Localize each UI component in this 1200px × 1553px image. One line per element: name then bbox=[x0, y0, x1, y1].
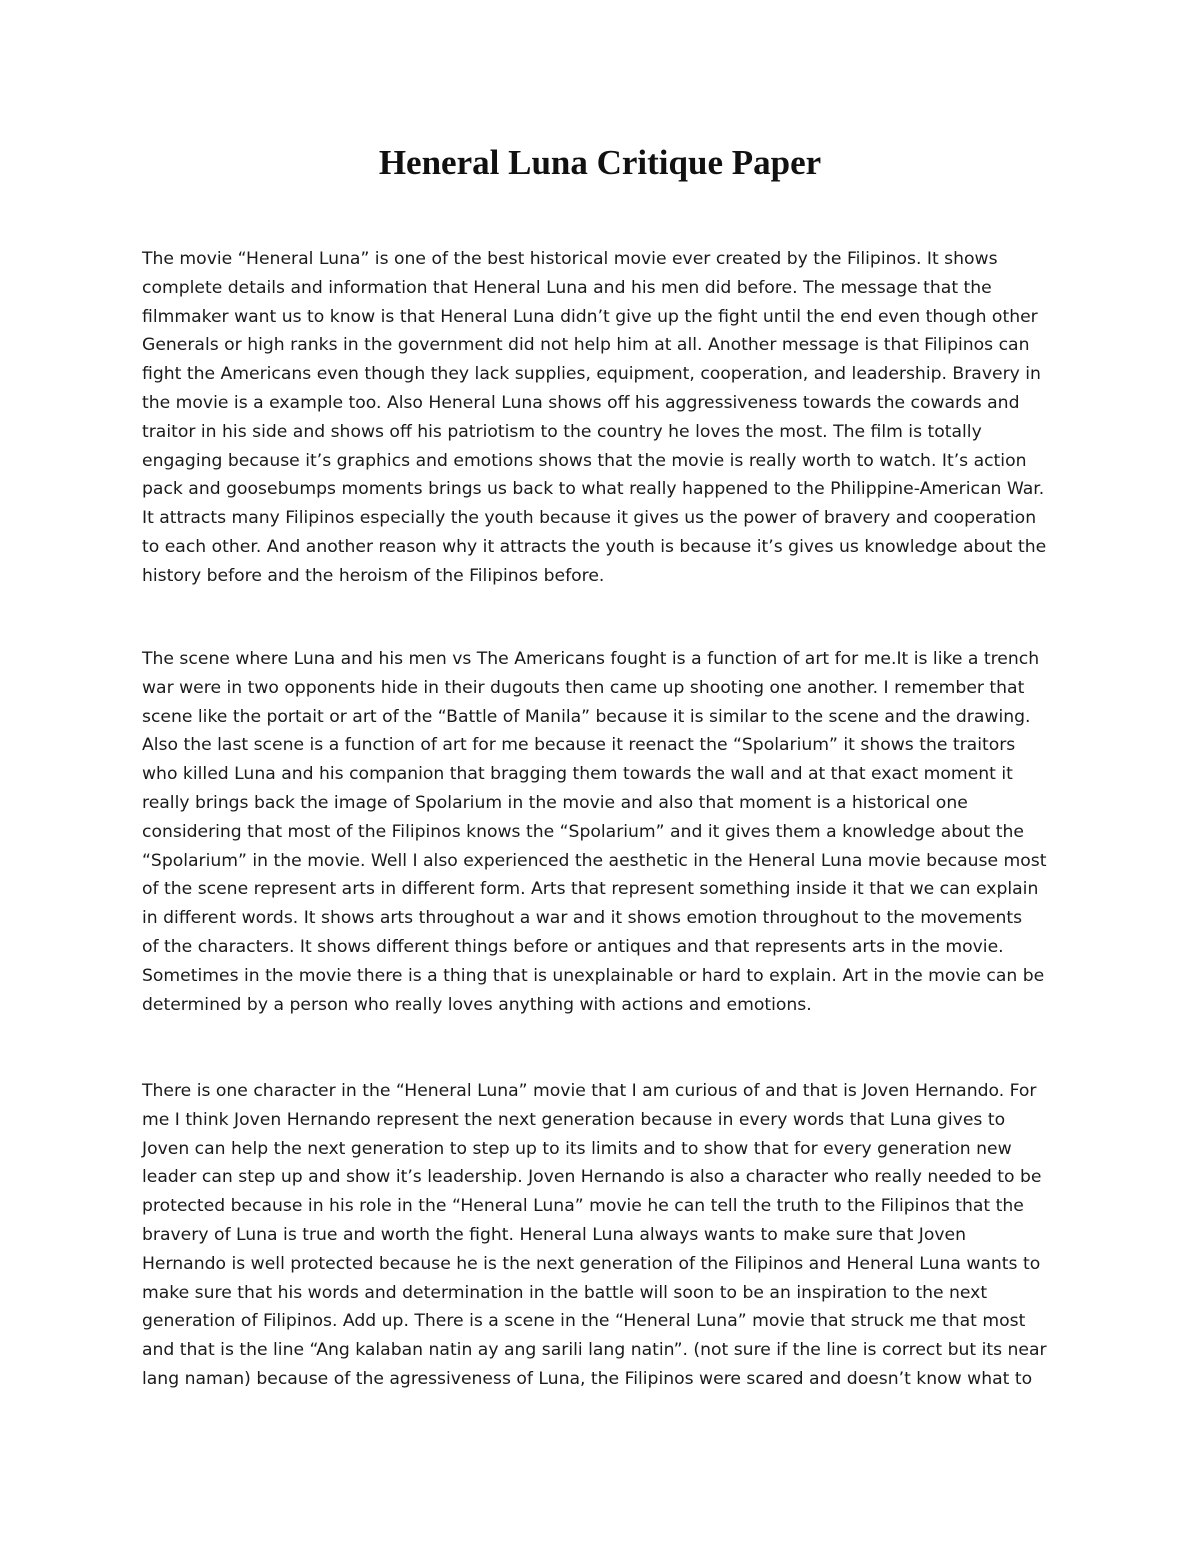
text-line: bravery of Luna is true and worth the fight. Heneral Luna always wants to make sure that Joven bbox=[142, 1224, 966, 1245]
text-line: and that is the line “Ang kalaban natin ay ang sarili lang natin”. (not sure if the line is correct but its near bbox=[142, 1340, 1047, 1361]
text-line: protected because in his role in the “Heneral Luna” movie he can tell the truth to the Filipinos that the bbox=[142, 1196, 1024, 1217]
text-line: engaging because it’s graphics and emotions shows that the movie is really worth to watch. It’s action bbox=[142, 450, 1027, 471]
text-line: Hernando is well protected because he is the next generation of the Filipinos and Heneral Luna wants to bbox=[142, 1253, 1041, 1274]
paragraph-1 bbox=[142, 245, 1062, 591]
text-line: Sometimes in the movie there is a thing that is unexplainable or hard to explain. Art in the movie can be bbox=[142, 965, 1045, 986]
text-line: scene like the portait or art of the “Battle of Manila” because it is similar to the scene and the drawing. bbox=[142, 706, 1031, 727]
text-line: Generals or high ranks in the government did not help him at all. Another message is that Filipinos can bbox=[142, 335, 1030, 356]
text-line: history before and the heroism of the Filipinos before. bbox=[142, 565, 605, 586]
text-line: pack and goosebumps moments brings us back to what really happened to the Philippine-American War. bbox=[142, 479, 1045, 500]
text-line: Also the last scene is a function of art for me because it reenact the “Spolarium” it shows the traitors bbox=[142, 735, 1016, 756]
text-line: really brings back the image of Spolarium in the movie and also that moment is a historical one bbox=[142, 792, 968, 813]
text-line: generation of Filipinos. Add up. There is a scene in the “Heneral Luna” movie that struck me that most bbox=[142, 1311, 1026, 1332]
text-line: It attracts many Filipinos especially the youth because it gives us the power of bravery and cooperation bbox=[142, 508, 1037, 529]
text-line: of the characters. It shows different things before or antiques and that represents arts in the movie. bbox=[142, 936, 1004, 957]
text-line: “Spolarium” in the movie. Well I also experienced the aesthetic in the Heneral Luna movie because most bbox=[142, 850, 1047, 871]
text-line: Joven can help the next generation to step up to its limits and to show that for every generation new bbox=[142, 1138, 1012, 1159]
text-line: make sure that his words and determination in the battle will soon to be an inspiration to the next bbox=[142, 1282, 988, 1303]
text-line: who killed Luna and his companion that bragging them towards the wall and at that exact moment it bbox=[142, 764, 1013, 785]
text-line: There is one character in the “Heneral Luna” movie that I am curious of and that is Joven Hernando. For bbox=[142, 1081, 1037, 1101]
text-line: considering that most of the Filipinos knows the “Spolarium” and it gives them a knowledge about the bbox=[142, 821, 1024, 842]
text-line: determined by a person who really loves anything with actions and emotions. bbox=[142, 994, 812, 1015]
text-line: fight the Americans even though they lack supplies, equipment, cooperation, and leadership. Bravery in bbox=[142, 364, 1041, 385]
text-line: traitor in his side and shows off his patriotism to the country he loves the most. The film is totally bbox=[142, 421, 982, 442]
text-line: filmmaker want us to know is that Heneral Luna didn’t give up the fight until the end even though other bbox=[142, 306, 1038, 327]
text-line: lang naman) because of the agressiveness of Luna, the Filipinos were scared and doesn’t know what to bbox=[142, 1368, 1033, 1389]
paragraph-2 bbox=[142, 645, 1062, 1019]
text-line: The movie “Heneral Luna” is one of the best historical movie ever created by the Filipinos. It shows bbox=[142, 249, 998, 269]
paragraph-3 bbox=[142, 1077, 1062, 1394]
text-line: war were in two opponents hide in their dugouts then came up shooting one another. I remember that bbox=[142, 677, 1025, 698]
text-line: of the scene represent arts in different form. Arts that represent something inside it that we can explain bbox=[142, 879, 1039, 900]
text-line: leader can step up and show it’s leadership. Joven Hernando is also a character who really needed to be bbox=[142, 1167, 1042, 1188]
text-line: The scene where Luna and his men vs The Americans fought is a function of art for me.It is like a trench bbox=[142, 649, 1040, 669]
document-title: Heneral Luna Critique Paper bbox=[378, 143, 822, 182]
text-line: the movie is a example too. Also Heneral Luna shows off his aggressiveness towards the cowards and bbox=[142, 392, 1020, 413]
text-line: in different words. It shows arts throughout a war and it shows emotion throughout to the movements bbox=[142, 908, 1023, 929]
text-line: me I think Joven Hernando represent the next generation because in every words that Luna gives to bbox=[142, 1109, 1006, 1130]
text-line: complete details and information that Heneral Luna and his men did before. The message that the bbox=[142, 277, 992, 298]
text-line: to each other. And another reason why it attracts the youth is because it’s gives us knowledge about the bbox=[142, 536, 1047, 557]
